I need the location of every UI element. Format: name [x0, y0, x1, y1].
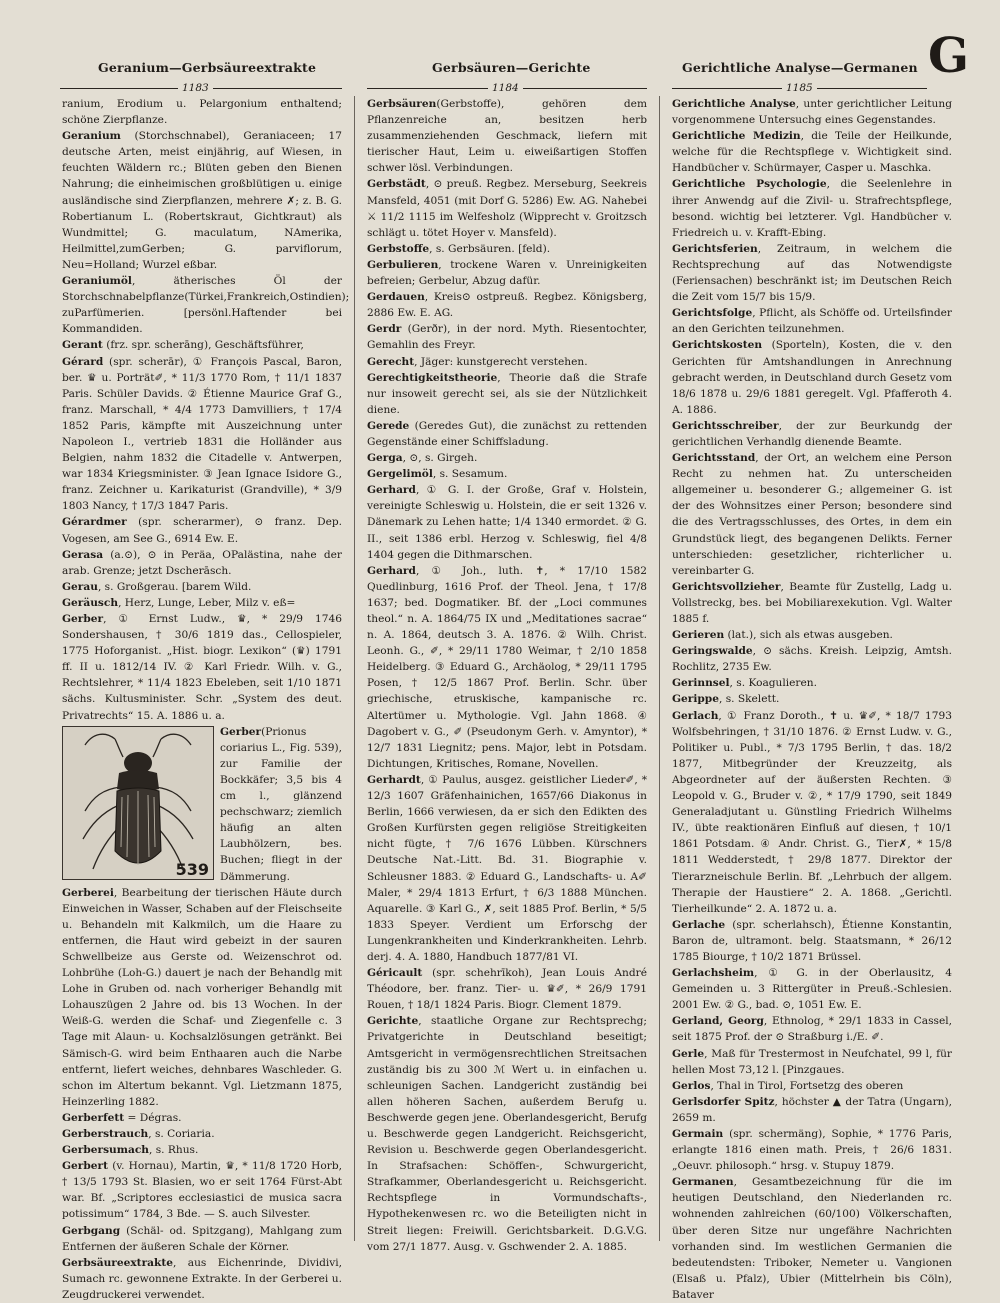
headword: Gerberei [62, 886, 114, 899]
headword: Gerlach [672, 709, 719, 722]
entry: Gerga, ⊙, s. Girgeh. [367, 452, 478, 465]
headword: Gerichtliche Analyse [672, 98, 796, 110]
page-number-center: 1184 [488, 82, 523, 94]
headword: Gerbstoffe [367, 242, 430, 255]
headword: Gérard [62, 355, 104, 368]
headword: Gerlachsheim [672, 967, 755, 980]
headword: Gerbstädt [367, 178, 426, 191]
headword: Gerichtsschreiber [672, 419, 779, 432]
entry: Germanen, Gesamtbezeichnung für die im heutigen Deutschland, den Niederlanden rc. wohnenden zahlreichen (60/100) Völkerschaften, über deren Sitze nur ungefähre Nachrichten vorhanden sind. Im westlichen Germanien die bedeutendsten: Triboker, Nemeter u. Vangionen (Elsaß u. Pfalz), Ubier (Mittelrhein bis Cöln), Bataver [672, 1176, 952, 1301]
headword: Geringswalde [672, 645, 753, 658]
headword: Gerhard [367, 564, 416, 577]
entry: Gerhard, ① Joh., luth. ✝, * 17/10 1582 Quedlinburg, 1616 Prof. der Theol. Jena, † 17/8 1637; bed. Dogmatiker. Bf. der „Loci communes theol.“ n. A. 1864/75 IX und „Meditationes sacrae“ n. A. 1864, deutsch 3. A. 1876. ② Wilh. Christ. Leonh. G., ✐, * 29/11 1780 Weimar, † 2/10 1858 Heidelberg. ③ Eduard G., Archäolog, * 29/11 1795 Posen, † 12/5 1867 Prof. Berlin. Schr. über griechische, etruskische, kampanische rc. Altertümer u. Mythologie. Vgl. Jahn 1868. ④ Dagobert v. G., ✐ (Pseudonym Gerh. v. Amyntor), * 12/7 1831 Liegnitz; pens. Major, lebt in Potsdam. Dichtungen, Kritisches, Romane, Novellen. [367, 564, 647, 770]
entry: Gerlach, ① Franz Doroth., ✝ u. ♛✐, * 18/7 1793 Wolfsbehringen, † 31/10 1876. ② Ernst Ludw. v. G., Politiker u. Publ., * 7/3 1795 Berlin, † das. 18/2 1877, Mitbegründer der Kreuzzeitg, als Abgeordneter auf der äußersten Rechten. ③ Leopold v. G., Bruder v. ②, * 17/9 1790, seit 1849 Generaladjutant u. Günstling Friedrich Wilhelms IV., übte reaktionären Einfluß auf diesen, † 10/1 1861 Potsdam. ④ Andr. Christ. G., Tier✗, * 15/8 1811 Wedderstedt, † 29/8 1877. Direktor der Tierarzneischule Berlin. Bf. „Lehrbuch der allgem. Therapie der Haustiere“ 2. A. 1868. „Gerichtl. Tierheilkunde“ 2. A. 1872 u. a. [672, 709, 952, 915]
entry: Gerieren (lat.), sich als etwas ausgeben. [672, 629, 893, 642]
headword: Gerede [367, 419, 410, 432]
headword: Gerdauen [367, 291, 425, 304]
column-right [672, 96, 952, 1301]
headword: Gerber [220, 725, 262, 738]
entry: Gerlache (spr. scherlahsch), Étienne Konstantin, Baron de, ultramont. belg. Staatsmann, * 26/12 1785 Biourge, † 10/2 1871 Brüssel. [672, 918, 952, 963]
headword: Geraniumöl [62, 275, 132, 288]
entry: Geraniumöl, ätherisches Öl der Storchschnabelpflanze(Türkei,Frankreich,Ostindien); zuParfümerien. [persönl.Haftender bei Kommandiden. [62, 275, 350, 336]
headword: Gerant [62, 339, 103, 352]
entry: Gerbulieren, trockene Waren v. Unreinigkeiten befreien; Gerbelur, Abzug dafür. [367, 258, 647, 288]
entry: Geräusch, Herz, Lunge, Leber, Milz v. eß= [62, 596, 296, 609]
headword: Geräusch [62, 596, 119, 609]
entry: Gerberei, Bearbeitung der tierischen Häute durch Einweichen in Wasser, Schaben auf der Fleischseite u. Behandeln mit Kalkmilch, um die Haare zu entfernen, die Haut wird gebeizt in der sauren Schwellbeize aus Gerste od. Weizenschrot od. Lohbrühe (Loh-G.) dauert je nach der Behandlg mit Lohe in Gruben od. nach vorheriger Behandlg mit Lohauszügen 2 Jahre od. bis 13 Wochen. In der Weiß-G. werden die Schaf- und Ziegenfelle c. 3 Tage mit Alaun- u. Kochsalzlösungen getränkt. Bei Sämisch-G. wird beim Enthaaren auch die Narbe entfernt, liefert weiches, dehnbares Waschleder. G. schon im Altertum bekannt. Vgl. Lietzmann 1875, Heinzerling 1882. [62, 886, 342, 1108]
headword: Gerichtsfolge [672, 307, 753, 320]
headword: Gerichtsvollzieher [672, 580, 781, 593]
entry: Géricault (spr. schehrīkoh), Jean Louis André Théodore, ber. franz. Tier- u. ♛✐, * 26/9 1791 Rouen, † 18/1 1824 Paris. Biogr. Clement 1879. [367, 967, 647, 1012]
section-letter: G [928, 28, 969, 84]
headword: Gerippe [672, 693, 719, 706]
headword: Gerichtliche Psychologie [672, 178, 827, 191]
header-right-title: Gerichtliche Analyse—Germanen [682, 60, 918, 75]
entry: Geringswalde, ⊙ sächs. Kreish. Leipzig, Amtsh. Rochlitz, 2735 Ew. [672, 645, 952, 674]
entry: Gerbersumach, s. Rhus. [62, 1144, 199, 1157]
entry: Gerasa (a.⊙), ⊙ in Peräa, OPalästina, nahe der arab. Grenze; jetzt Dscherāsch. [62, 548, 342, 577]
entry-text: ranium, Erodium u. Pelargonium enthaltend; schöne Zierpflanze. [62, 98, 342, 127]
headword: Gerlsdorfer Spitz [672, 1095, 775, 1108]
page-number-right: 1185 [782, 82, 817, 94]
entry: Gérardmer (spr. scherarmer), ⊙ franz. Dep. Vogesen, am See G., 6914 Ew. E. [62, 516, 342, 545]
entry: Gerle, Maß für Trestermost in Neufchatel, 99 l, für hellen Most 73,12 l. [Pinzgaues. [672, 1047, 952, 1076]
headword: Gerichtsferien [672, 242, 758, 255]
entry: Gerichte, staatliche Organe zur Rechtsprechg; Privatgerichte in Deutschland beseitigt; Amtsgericht in vermögensrechtlichen Streitsachen zuständig bis zu 300 ℳ Wert u. in einfachen u. schleunigen Sachen. Landgericht zuständig bei allen höheren Sachen, außerdem Berufg u. Beschwerde gegen jene. Oberlandesgericht, Berufg u. Beschwerde gegen Landgericht. Reichsgericht, Revision u. Beschwerde gegen Oberlandesgericht. In Strafsachen: Schöffen-, Schwurgericht, Strafkammer, Oberlandesgericht u. Reichsgericht. Rechtspflege in Vormundschafts-, Hypothekenwesen rc. wo die Beteiligten nicht in Streit liegen: Freiwill. Gerichtsbarkeit. D.G.V.G. vom 27/1 1877. Ausg. v. Gschwender 2. A. 1885. [367, 1015, 647, 1253]
entry: Gerichtsstand, der Ort, an welchem eine Person Recht zu nehmen hat. Zu unterscheiden allgemeiner u. besonderer G.; allgemeiner G. ist der des Wohnsitzes einer Person; besondere sind die des Vertragsschlusses, des Ortes, in dem ein Grundstück liegt, des begangenen Delikts. Ferner unterschieden: gesetzlicher, richterlicher u. vereinbarter G. [672, 452, 952, 577]
headword: Gerberfett [62, 1111, 125, 1124]
headword: Gerasa [62, 548, 104, 561]
entry: Gerber, ① Ernst Ludw., ♛, * 29/9 1746 Sondershausen, † 30/6 1819 das., Cellospieler, 1775 Hoforganist. „Hist. biogr. Lexikon“ (♛) 1791 ff. II u. 1812/14 IV. ② Karl Friedr. Wilh. v. G., Rechtslehrer, * 11/4 1823 Ebeleben, seit 1/10 1871 sächs. Kultusminister. Schr. „System des deut. Privatrechts“ 15. A. 1886 u. a. [62, 613, 342, 722]
beetle-figure [62, 726, 214, 880]
headword: Gerle [672, 1047, 705, 1060]
entry: Gerichtsferien, Zeitraum, in welchem die Rechtsprechung auf das Notwendigste (Feriensachen) beschränkt ist; im Deutschen Reich die Zeit vom 15/7 bis 15/9. [672, 242, 952, 304]
headword: Gerhard [367, 484, 416, 497]
column-divider [659, 96, 660, 1241]
entry: Gerichtskosten (Sporteln), Kosten, die v. den Gerichten für Amtshandlungen in Anrechnung gebracht werden, in Deutschland durch Gesetz vom 18/6 1878 u. 29/6 1881 geregelt. Vgl. Pfafferoth 4. A. 1886. [672, 339, 952, 416]
entry: Gerichtsfolge, Pflicht, als Schöffe od. Urteilsfinder an den Gerichten teilzunehmen. [672, 307, 952, 336]
headword: Gerau [62, 580, 98, 593]
headword: Gerichtsstand [672, 452, 756, 465]
entry: Geranium (Storchschnabel), Geraniaceen; 17 deutsche Arten, meist einjährig, auf Wiesen, in feuchten Wäldern rc.; Blüten geben den Bienen Nahrung; die einheimischen großblütigen u. einige ausländische sind Zierpflanzen, mehrere ✗; z. B. G. Robertianum L. (Robertskraut, Gichtkraut) als Wundmittel; G. maculatum, NAmerika, Heilmittel,zumGerben; G. parviflorum, Neu=Holland; Wurzel eßbar. [62, 130, 342, 271]
entry: Gerbsäuren(Gerbstoffe), gehören dem Pflanzenreiche an, besitzen herb zusammenziehenden Geschmack, liefern mit tierischer Haut, Leim u. eiweißartigen Stoffen schwer lösl. Verbindungen. [367, 98, 647, 175]
entry: Gerichtliche Medizin, die Teile der Heilkunde, welche für die Rechtspflege v. Wichtigkeit sind. Handbücher v. Schürmayer, Casper u. Maschka. [672, 130, 952, 175]
headword: Gerland, Georg [672, 1015, 764, 1028]
entry: Gerbert (v. Hornau), Martin, ♛, * 11/8 1720 Horb, † 13/5 1793 St. Blasien, wo er seit 1764 Fürst-Abt war. Bf. „Scriptores ecclesiastici de musica sacra potissimum“ 1784, 3 Bde. — S. auch Silvester. [62, 1160, 342, 1221]
headword: Gerichte [367, 1015, 419, 1028]
headword: Gerhardt [367, 773, 421, 786]
column-left [62, 96, 350, 1301]
entry: Gerhardt, ① Paulus, ausgez. geistlicher Lieder✐, * 12/3 1607 Gräfenhainichen, 1657/66 Diakonus in Berlin, 1666 verwiesen, da er sich den Edikten des Großen Kurfürsten gegen religiöse Streitigkeiten nicht fügte, † 7/6 1676 Lübben. Kürschners Deutsche Nat.-Litt. Bd. 31. Biographie v. Schleusner 1883. ② Eduard G., Landschafts- u. A✐ Maler, * 29/4 1813 Erfurt, † 6/3 1888 München. Aquarelle. ③ Karl G., ✗, seit 1885 Prof. Berlin, * 5/5 1833 Speyer. Verdient um Erforschg der Lungenkrankheiten und Kinderkrankheiten. Lehrb. derj. 4. A. 1880, Handbuch 1877/81 VI. [367, 773, 647, 963]
entry: Gerant (frz. spr. scherāng), Geschäftsführer, [62, 339, 304, 352]
entry: 539 Gerber(Prionus coriarius L., Fig. 539), zur Familie der Bockkäfer; 3,5 bis 4 cm l., glänzend pechschwarz; ziemlich häufig an alten Laubhölzern, bes. Buchen; fliegt in der Dämmerung. [62, 724, 342, 885]
column-center [367, 96, 647, 1253]
headword: Gerichtliche Medizin [672, 130, 801, 143]
entry: Gerdauen, Kreis⊙ ostpreuß. Regbez. Königsberg, 2886 Ew. E. AG. [367, 291, 647, 320]
entry: Gerichtliche Psychologie, die Seelenlehre in ihrer Anwendg auf die Zivil- u. Strafrechtspflege, besond. wichtig bei letzterer. Vgl. Handbücher v. Friedreich u. v. Krafft-Ebing. [672, 178, 952, 239]
entry: Gerbstädt, ⊙ preuß. Regbez. Merseburg, Seekreis Mansfeld, 4051 (mit Dorf G. 5286) Ew. AG. Nahebei ⚔ 11/2 1115 im Welfesholz (Wipprecht v. Groitzsch schlägt u. tötet Hoyer v. Mansfeld). [367, 178, 647, 239]
header-left-title: Geranium—Gerbsäureextrakte [98, 60, 317, 75]
page-header [60, 28, 969, 94]
column-divider [354, 96, 355, 1241]
entry: Gerechtigkeitstheorie, Theorie daß die Strafe nur insoweit gerecht sei, als sie der Nützlichkeit diene. [367, 371, 647, 416]
headword: Gerber [62, 613, 104, 625]
headword: Gerinnsel [672, 677, 730, 690]
headword: Germain [672, 1128, 724, 1140]
entry: Gerland, Georg, Ethnolog, * 29/1 1833 in Cassel, seit 1875 Prof. der ⊙ Straßburg i./E. ✐. [672, 1015, 952, 1044]
beetle-illustration [63, 727, 213, 879]
entry: Gerau, s. Großgerau. [barem Wild. [62, 580, 252, 593]
entry: Gerbstoffe, s. Gerbsäuren. [feld). [367, 242, 551, 255]
headword: Gerbert [62, 1160, 108, 1173]
headword: Gerga [367, 452, 403, 465]
entry: Gérard (spr. scherār), ① François Pascal, Baron, ber. ♛ u. Porträt✐, * 11/3 1770 Rom, † 11/1 1837 Paris. Schüler Davids. ② Étienne Maurice Graf G., franz. Marschall, * 4/4 1773 Damvilliers, † 17/4 1852 Paris, kämpfte mit Auszeichnung unter Napoleon I., vertrieb 1831 die Holländer aus Belgien, nahm 1832 die Citadelle v. Antwerpen, war 1834 Kriegsminister. ③ Jean Ignace Isidore G., franz. Zeichner u. Karikaturist (Grandville), * 3/9 1803 Nancy, † 17/3 1847 Paris. [62, 355, 342, 513]
entry: Gerichtsvollzieher, Beamte für Zustellg, Ladg u. Vollstreckg, bes. bei Mobiliarexekution. Vgl. Walter 1885 f. [672, 580, 952, 625]
headword: Gerdr [367, 323, 402, 336]
headword: Gerlache [672, 918, 726, 931]
headword: Gerbsäuren [367, 98, 437, 110]
entry: Germain (spr. schermäng), Sophie, * 1776 Paris, erlangte 1816 einen math. Preis, † 26/6 1831. „Oeuvr. philosoph.“ hrsg. v. Stupuy 1879. [672, 1128, 952, 1173]
headword: Germanen [672, 1176, 734, 1189]
entry: Gerlachsheim, ① G. in der Oberlausitz, 4 Gemeinden u. 3 Rittergüter in Preuß.-Schlesien. 2001 Ew. ② G., bad. ⊙, 1051 Ew. E. [672, 967, 952, 1012]
headword: Geranium [62, 130, 121, 143]
entry: Gerberstrauch, s. Coriaria. [62, 1128, 215, 1140]
headword: Gerichtskosten [672, 339, 763, 352]
headword: Gerbgang [62, 1224, 121, 1237]
entry: Gerbgang (Schäl- od. Spitzgang), Mahlgang zum Entfernen der äußeren Schale der Körner. [62, 1224, 342, 1253]
entry: Gergelimöl, s. Sesamum. [367, 468, 508, 481]
entry: Gerecht, Jäger: kunstgerecht verstehen. [367, 355, 588, 368]
headword: Gerberstrauch [62, 1128, 149, 1140]
page-number-left: 1183 [178, 82, 213, 94]
entry: Gerhard, ① G. I. der Große, Graf v. Holstein, vereinigte Schleswig u. Holstein, die er seit 1326 v. Dänemark zu Lehen hatte; 1/4 1340 ermordet. ② G. II., seit 1386 erbl. Herzog v. Schleswig, fiel 4/8 1404 gegen die Dithmarschen. [367, 484, 647, 561]
entry: Gerlsdorfer Spitz, höchster ▲ der Tatra (Ungarn), 2659 m. [672, 1095, 952, 1124]
headword: Gergelimöl [367, 468, 433, 481]
headword: Gerbulieren [367, 258, 439, 271]
headword: Gerieren [672, 629, 725, 642]
entry: Gerinnsel, s. Koagulieren. [672, 677, 817, 690]
entry: Gerede (Geredes Gut), die zunächst zu rettenden Gegenstände einer Schiffsladung. [367, 419, 647, 448]
entry: Gerdr (Gerðr), in der nord. Myth. Riesentochter, Gemahlin des Freyr. [367, 323, 647, 352]
headword: Gerbersumach [62, 1144, 149, 1157]
entry: Gerberfett = Dégras. [62, 1111, 182, 1124]
headword: Géricault [367, 967, 423, 980]
headword: Gerecht [367, 355, 415, 368]
header-center-title: Gerbsäuren—Gerichte [432, 60, 591, 75]
entry: Gerbsäureextrakte, aus Eichenrinde, Dividivi, Sumach rc. gewonnene Extrakte. In der Gerberei u. Zeugdruckerei verwendet. [62, 1256, 342, 1301]
entry: Gerippe, s. Skelett. [672, 693, 780, 706]
entry: Gerlos, Thal in Tirol, Fortsetzg des oberen [672, 1079, 904, 1092]
headword: Gerbsäureextrakte [62, 1256, 173, 1269]
entry: Gerichtsschreiber, der zur Beurkundg der gerichtlichen Verhandlg dienende Beamte. [672, 419, 952, 448]
headword: Gerechtigkeitstheorie [367, 371, 498, 384]
figure-number: 539 [175, 859, 209, 879]
entry: Gerichtliche Analyse, unter gerichtlicher Leitung vorgenommene Untersuchg eines Gegenstandes. [672, 98, 952, 127]
headword: Gerlos [672, 1079, 711, 1092]
headword: Gérardmer [62, 516, 127, 529]
